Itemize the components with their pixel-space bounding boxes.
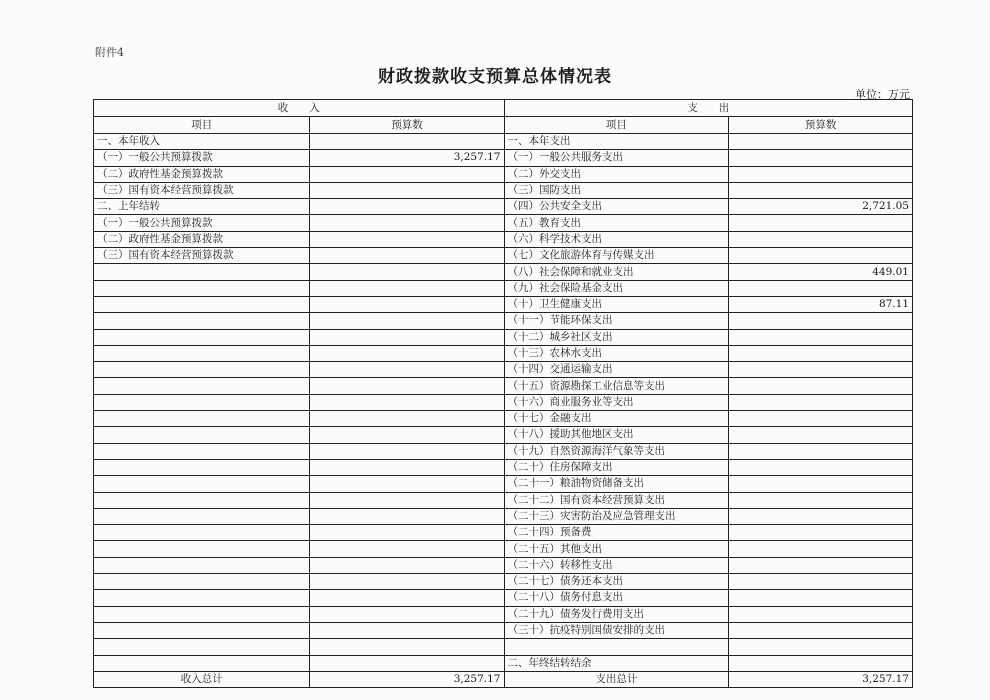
table-row: [94, 182, 913, 198]
table-row: [94, 134, 913, 150]
income-item-cell: [94, 459, 310, 475]
income-value-cell: [310, 378, 504, 394]
expense-item-cell: （十四）交通运输支出: [504, 362, 729, 378]
income-item-cell: [94, 345, 310, 361]
expense-value-cell: [729, 248, 913, 264]
expense-value-cell: [729, 622, 913, 638]
income-value-cell: [310, 590, 504, 606]
expense-total-label: 支出总计: [504, 671, 729, 687]
expense-value-cell: 87.11: [729, 296, 913, 312]
income-item-cell: （三）国有资本经营预算拨款: [94, 182, 310, 198]
income-item-cell: [94, 280, 310, 296]
income-value-cell: [310, 329, 504, 345]
expense-value-cell: [729, 182, 913, 198]
income-value-cell: [310, 231, 504, 247]
income-item-header: 项目: [94, 117, 310, 134]
income-item-cell: [94, 508, 310, 524]
expense-item-cell: （七）文化旅游体育与传媒支出: [504, 248, 729, 264]
income-item-cell: [94, 606, 310, 622]
income-value-cell: [310, 362, 504, 378]
income-item-cell: [94, 394, 310, 410]
expense-value-cell: [729, 590, 913, 606]
income-item-cell: [94, 476, 310, 492]
income-item-cell: [94, 443, 310, 459]
expense-item-cell: （二十）住房保障支出: [504, 459, 729, 475]
income-value-cell: [310, 622, 504, 638]
expense-value-cell: [729, 329, 913, 345]
expense-item-cell: 二、年终结转结余: [504, 655, 729, 671]
expense-value-cell: [729, 362, 913, 378]
income-value-cell: [310, 182, 504, 198]
income-item-cell: （二）政府性基金预算拨款: [94, 166, 310, 182]
expense-value-cell: [729, 378, 913, 394]
income-item-cell: [94, 378, 310, 394]
income-value-cell: [310, 443, 504, 459]
income-total-label: 收入总计: [94, 671, 310, 687]
totals-row: [94, 671, 913, 687]
income-item-cell: [94, 329, 310, 345]
expense-item-cell: （二十九）债务发行费用支出: [504, 606, 729, 622]
income-value-cell: 3,257.17: [310, 150, 504, 166]
table-row: [94, 459, 913, 475]
income-value-cell: [310, 215, 504, 231]
table-row: [94, 606, 913, 622]
table-row: [94, 264, 913, 280]
table-row: [94, 362, 913, 378]
income-item-cell: [94, 574, 310, 590]
expense-item-cell: （四）公共安全支出: [504, 199, 729, 215]
income-section-header: 收 入: [94, 100, 505, 117]
expense-value-cell: [729, 313, 913, 329]
expense-value-cell: 449.01: [729, 264, 913, 280]
table-row: [94, 476, 913, 492]
expense-section-header: 支 出: [504, 100, 913, 117]
income-value-cell: [310, 557, 504, 573]
expense-item-cell: [504, 639, 729, 655]
expense-value-cell: [729, 525, 913, 541]
income-value-cell: [310, 199, 504, 215]
income-value-cell: [310, 345, 504, 361]
income-item-cell: （一）一般公共预算拨款: [94, 150, 310, 166]
table-row: [94, 590, 913, 606]
budget-table-body: [94, 100, 913, 688]
income-value-cell: [310, 639, 504, 655]
expense-item-cell: （二十五）其他支出: [504, 541, 729, 557]
expense-item-cell: （二十八）债务付息支出: [504, 590, 729, 606]
income-value-cell: [310, 280, 504, 296]
income-item-cell: [94, 264, 310, 280]
table-row: [94, 296, 913, 312]
expense-value-cell: [729, 443, 913, 459]
table-row: [94, 639, 913, 655]
expense-item-cell: （二十六）转移性支出: [504, 557, 729, 573]
table-row: [94, 443, 913, 459]
table-row: [94, 655, 913, 671]
table-row: [94, 427, 913, 443]
expense-value-cell: [729, 492, 913, 508]
table-row: [94, 248, 913, 264]
income-item-cell: [94, 525, 310, 541]
income-item-cell: 一、本年收入: [94, 134, 310, 150]
expense-value-cell: [729, 427, 913, 443]
income-budget-header: 预算数: [310, 117, 504, 134]
expense-item-cell: （二）外交支出: [504, 166, 729, 182]
expense-value-cell: [729, 574, 913, 590]
income-value-cell: [310, 655, 504, 671]
income-item-cell: [94, 590, 310, 606]
income-item-cell: [94, 492, 310, 508]
expense-value-cell: [729, 150, 913, 166]
table-row: [94, 557, 913, 573]
expense-value-cell: [729, 280, 913, 296]
expense-item-cell: （二十二）国有资本经营预算支出: [504, 492, 729, 508]
income-item-cell: [94, 362, 310, 378]
income-value-cell: [310, 476, 504, 492]
income-item-cell: 二、上年结转: [94, 199, 310, 215]
expense-value-cell: [729, 231, 913, 247]
expense-item-cell: 一、本年支出: [504, 134, 729, 150]
table-row: [94, 231, 913, 247]
expense-total-value: 3,257.17: [729, 671, 913, 687]
expense-budget-header: 预算数: [729, 117, 913, 134]
table-row: [94, 394, 913, 410]
table-row: [94, 329, 913, 345]
income-value-cell: [310, 313, 504, 329]
income-value-cell: [310, 492, 504, 508]
table-row: [94, 166, 913, 182]
table-row: [94, 492, 913, 508]
income-value-cell: [310, 166, 504, 182]
expense-item-cell: （十五）资源勘探工业信息等支出: [504, 378, 729, 394]
table-row: [94, 574, 913, 590]
income-item-cell: [94, 427, 310, 443]
table-row: [94, 508, 913, 524]
table-row: [94, 199, 913, 215]
income-value-cell: [310, 394, 504, 410]
table-row: [94, 150, 913, 166]
expense-value-cell: [729, 639, 913, 655]
income-value-cell: [310, 508, 504, 524]
income-value-cell: [310, 134, 504, 150]
income-value-cell: [310, 248, 504, 264]
expense-item-cell: （十一）节能环保支出: [504, 313, 729, 329]
expense-value-cell: [729, 655, 913, 671]
table-row: [94, 378, 913, 394]
budget-table: [93, 99, 913, 688]
expense-value-cell: [729, 508, 913, 524]
expense-item-cell: （十二）城乡社区支出: [504, 329, 729, 345]
table-row: [94, 345, 913, 361]
income-item-cell: （一）一般公共预算拨款: [94, 215, 310, 231]
income-value-cell: [310, 541, 504, 557]
income-value-cell: [310, 574, 504, 590]
expense-item-cell: （十六）商业服务业等支出: [504, 394, 729, 410]
income-value-cell: [310, 264, 504, 280]
expense-value-cell: [729, 345, 913, 361]
table-row: [94, 525, 913, 541]
expense-item-cell: （二十一）粮油物资储备支出: [504, 476, 729, 492]
table-row: [94, 215, 913, 231]
expense-item-cell: （十九）自然资源海洋气象等支出: [504, 443, 729, 459]
expense-value-cell: [729, 557, 913, 573]
expense-value-cell: [729, 215, 913, 231]
expense-value-cell: [729, 606, 913, 622]
expense-item-cell: （二十三）灾害防治及应急管理支出: [504, 508, 729, 524]
expense-value-cell: [729, 541, 913, 557]
expense-item-cell: （二十四）预备费: [504, 525, 729, 541]
page-title: 财政拨款收支预算总体情况表: [378, 67, 612, 87]
expense-item-cell: （一）一般公共服务支出: [504, 150, 729, 166]
expense-item-cell: （八）社会保障和就业支出: [504, 264, 729, 280]
income-value-cell: [310, 459, 504, 475]
expense-value-cell: [729, 166, 913, 182]
income-item-cell: [94, 639, 310, 655]
income-item-cell: [94, 622, 310, 638]
expense-value-cell: 2,721.05: [729, 199, 913, 215]
annex-label: 附件4: [95, 46, 124, 59]
unit-label: 单位：万元: [855, 88, 910, 101]
expense-item-cell: （二十七）债务还本支出: [504, 574, 729, 590]
income-item-cell: （三）国有资本经营预算拨款: [94, 248, 310, 264]
table-row: [94, 411, 913, 427]
expense-item-cell: （五）教育支出: [504, 215, 729, 231]
income-value-cell: [310, 427, 504, 443]
expense-item-cell: （九）社会保险基金支出: [504, 280, 729, 296]
income-item-cell: [94, 541, 310, 557]
income-item-cell: [94, 411, 310, 427]
income-total-value: 3,257.17: [310, 671, 504, 687]
income-item-cell: [94, 655, 310, 671]
expense-item-header: 项目: [504, 117, 729, 134]
expense-item-cell: （六）科学技术支出: [504, 231, 729, 247]
income-value-cell: [310, 411, 504, 427]
table-row: [94, 622, 913, 638]
income-value-cell: [310, 606, 504, 622]
income-item-cell: [94, 313, 310, 329]
expense-item-cell: （三）国防支出: [504, 182, 729, 198]
expense-value-cell: [729, 411, 913, 427]
expense-item-cell: （十八）援助其他地区支出: [504, 427, 729, 443]
expense-item-cell: （十）卫生健康支出: [504, 296, 729, 312]
income-value-cell: [310, 525, 504, 541]
table-row: [94, 280, 913, 296]
expense-value-cell: [729, 394, 913, 410]
income-item-cell: [94, 557, 310, 573]
expense-item-cell: （十三）农林水支出: [504, 345, 729, 361]
expense-item-cell: （三十）抗疫特别国债安排的支出: [504, 622, 729, 638]
section-header-row: [94, 100, 913, 117]
table-row: [94, 541, 913, 557]
expense-value-cell: [729, 134, 913, 150]
table-row: [94, 313, 913, 329]
income-item-cell: （二）政府性基金预算拨款: [94, 231, 310, 247]
expense-value-cell: [729, 459, 913, 475]
expense-value-cell: [729, 476, 913, 492]
income-value-cell: [310, 296, 504, 312]
expense-item-cell: （十七）金融支出: [504, 411, 729, 427]
income-item-cell: [94, 296, 310, 312]
column-header-row: [94, 117, 913, 134]
